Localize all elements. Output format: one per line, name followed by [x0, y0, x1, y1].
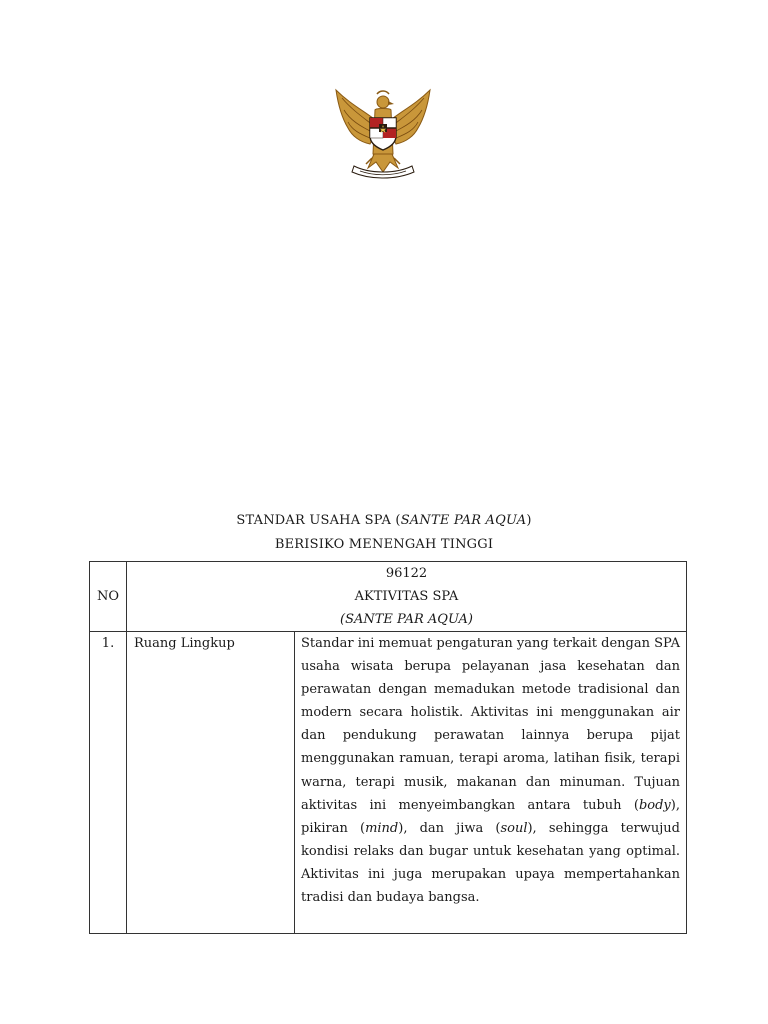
garuda-pancasila-emblem-icon: [330, 84, 436, 182]
table-header-activity: [127, 562, 687, 632]
row-label: Ruang Lingkup: [127, 632, 295, 934]
activity-title: AKTIVITAS SPA: [354, 589, 459, 604]
row-description: Standar ini memuat pengaturan yang terkait dengan SPA usaha wisata berupa pelayanan jasa kesehatan dan perawatan dengan memadukan metode tradisional dan modern secara holistik. Aktivitas ini menggunakan air dan pendukung perawatan lainnya berupa pijat menggunakan ramuan, terapi aroma, latihan fisik, terapi warna, terapi musik, makanan dan minuman. Tujuan aktivitas ini menyeimbangkan antara tubuh (body), pikiran (mind), dan jiwa (soul), sehingga terwujud kondisi relaks dan bugar untuk kesehatan yang optimal. Aktivitas ini juga merupakan upaya mempertahankan tradisi dan budaya bangsa.: [295, 632, 687, 934]
document-subtitle: BERISIKO MENENGAH TINGGI: [274, 537, 494, 552]
activity-subtitle: (SANTE PAR AQUA): [340, 612, 473, 627]
table-header-row: [90, 562, 687, 632]
column-header-no: NO: [90, 562, 127, 632]
table-row: [90, 632, 687, 934]
standard-table: [89, 561, 687, 934]
document-title: STANDAR USAHA SPA (SANTE PAR AQUA): [236, 513, 532, 528]
row-number: 1.: [90, 632, 127, 934]
kbli-code: 96122: [385, 566, 428, 581]
